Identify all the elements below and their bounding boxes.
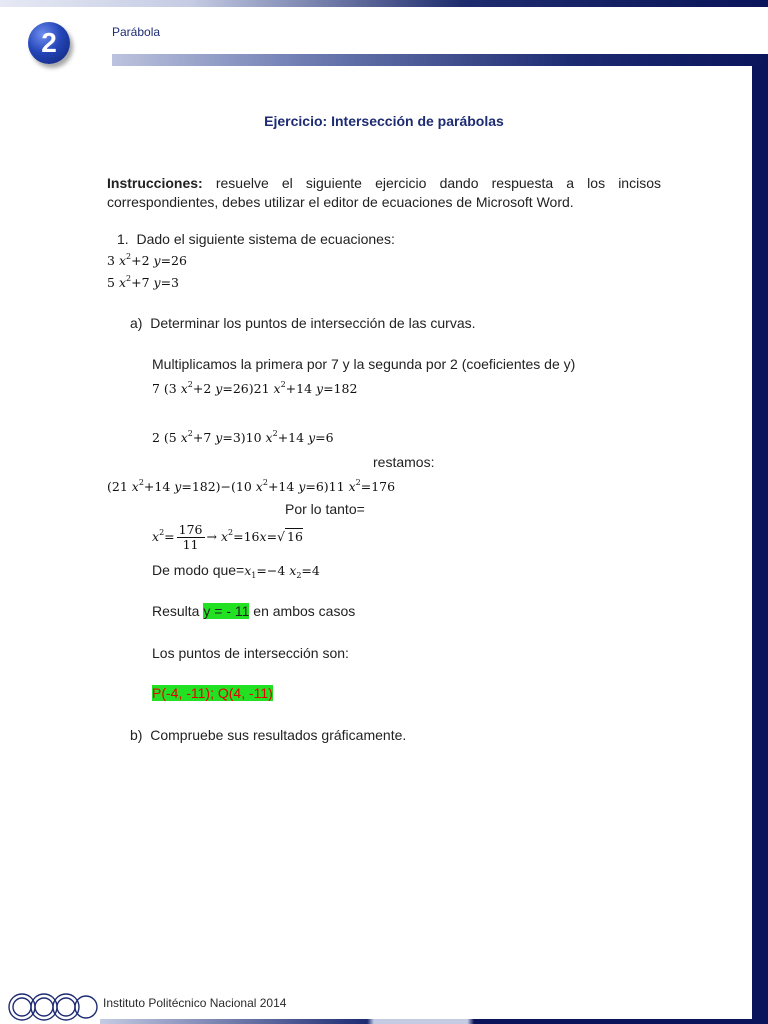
resulta-prefix: Resulta (152, 603, 204, 619)
part-b-text: Compruebe sus resultados gráficamente. (150, 727, 407, 743)
equation-multiplied-1: 7 (3 $x^2+2$ y=26)21 $x^2+14$ y=182 (152, 380, 358, 396)
puntos-interseccion-label: Los puntos de intersección son: (152, 645, 349, 661)
footer-institution: Instituto Politécnico Nacional 2014 (103, 996, 287, 1010)
de-modo-que-line (152, 561, 320, 585)
part-a-text: Determinar los puntos de intersección de las curvas. (150, 315, 476, 331)
footer-bar (100, 1019, 768, 1024)
equation-1: 3 $x^2+2$ y=26 (107, 252, 187, 268)
section-number-badge: 2 (28, 22, 70, 64)
question-1-number: 1. (117, 231, 129, 247)
equation-solve-x: $x^2=$ $\frac{176}{11}$ → $x^2=16x=√$ 16 (152, 522, 303, 552)
part-b (130, 726, 406, 745)
puntos-interseccion-value (152, 684, 273, 703)
step-multiply-text: Multiplicamos la primera por 7 y la segunda por 2 (coeficientes de y) (152, 356, 576, 372)
ipn-logo-icon (6, 990, 98, 1022)
equation-subtraction: (21 $x^2+14$ y=182)−(10 $x^2+14$ y=6)11 $x^2=176$ (107, 478, 396, 494)
part-b-letter: b) (130, 727, 143, 743)
resulta-line (152, 602, 355, 621)
resulta-suffix: en ambos casos (249, 603, 356, 619)
equation-multiplied-2: 2 (5 $x^2+7$ y=3)10 $x^2+14$ y=6 (152, 429, 334, 445)
equation-x-values: $x_1=-4$ $x_2=4$ (244, 563, 320, 580)
question-1 (117, 230, 395, 249)
points-highlight: P(-4, -11); Q(4, -11) (152, 685, 273, 701)
top-decorative-bar (0, 0, 768, 7)
instructions-label: Instrucciones: (107, 175, 203, 191)
question-1-text: Dado el siguiente sistema de ecuaciones: (136, 231, 395, 247)
header-band (112, 54, 768, 66)
part-a-letter: a) (130, 315, 143, 331)
fraction-176-11: $\frac{176}{11}$ (178, 522, 203, 552)
restamos-label: restamos: (373, 454, 435, 470)
por-lo-tanto-label: Por lo tanto= (285, 501, 365, 517)
right-border-band (752, 66, 768, 1024)
equation-2: 5 $x^2+7$ y=3 (107, 274, 179, 290)
exercise-title: Ejercicio: Intersección de parábolas (264, 113, 504, 129)
instructions-text: resuelve el siguiente ejercicio dando respuesta a los incisos correspondientes, debes utilizar el editor de ecuaciones de Microsoft Word. (107, 175, 661, 210)
de-modo-que-label: De modo que= (152, 562, 245, 578)
section-title: Parábola (112, 25, 161, 39)
instructions-paragraph (107, 174, 661, 212)
y-value-highlight: y = - 11 (203, 603, 250, 619)
part-a (130, 314, 476, 333)
